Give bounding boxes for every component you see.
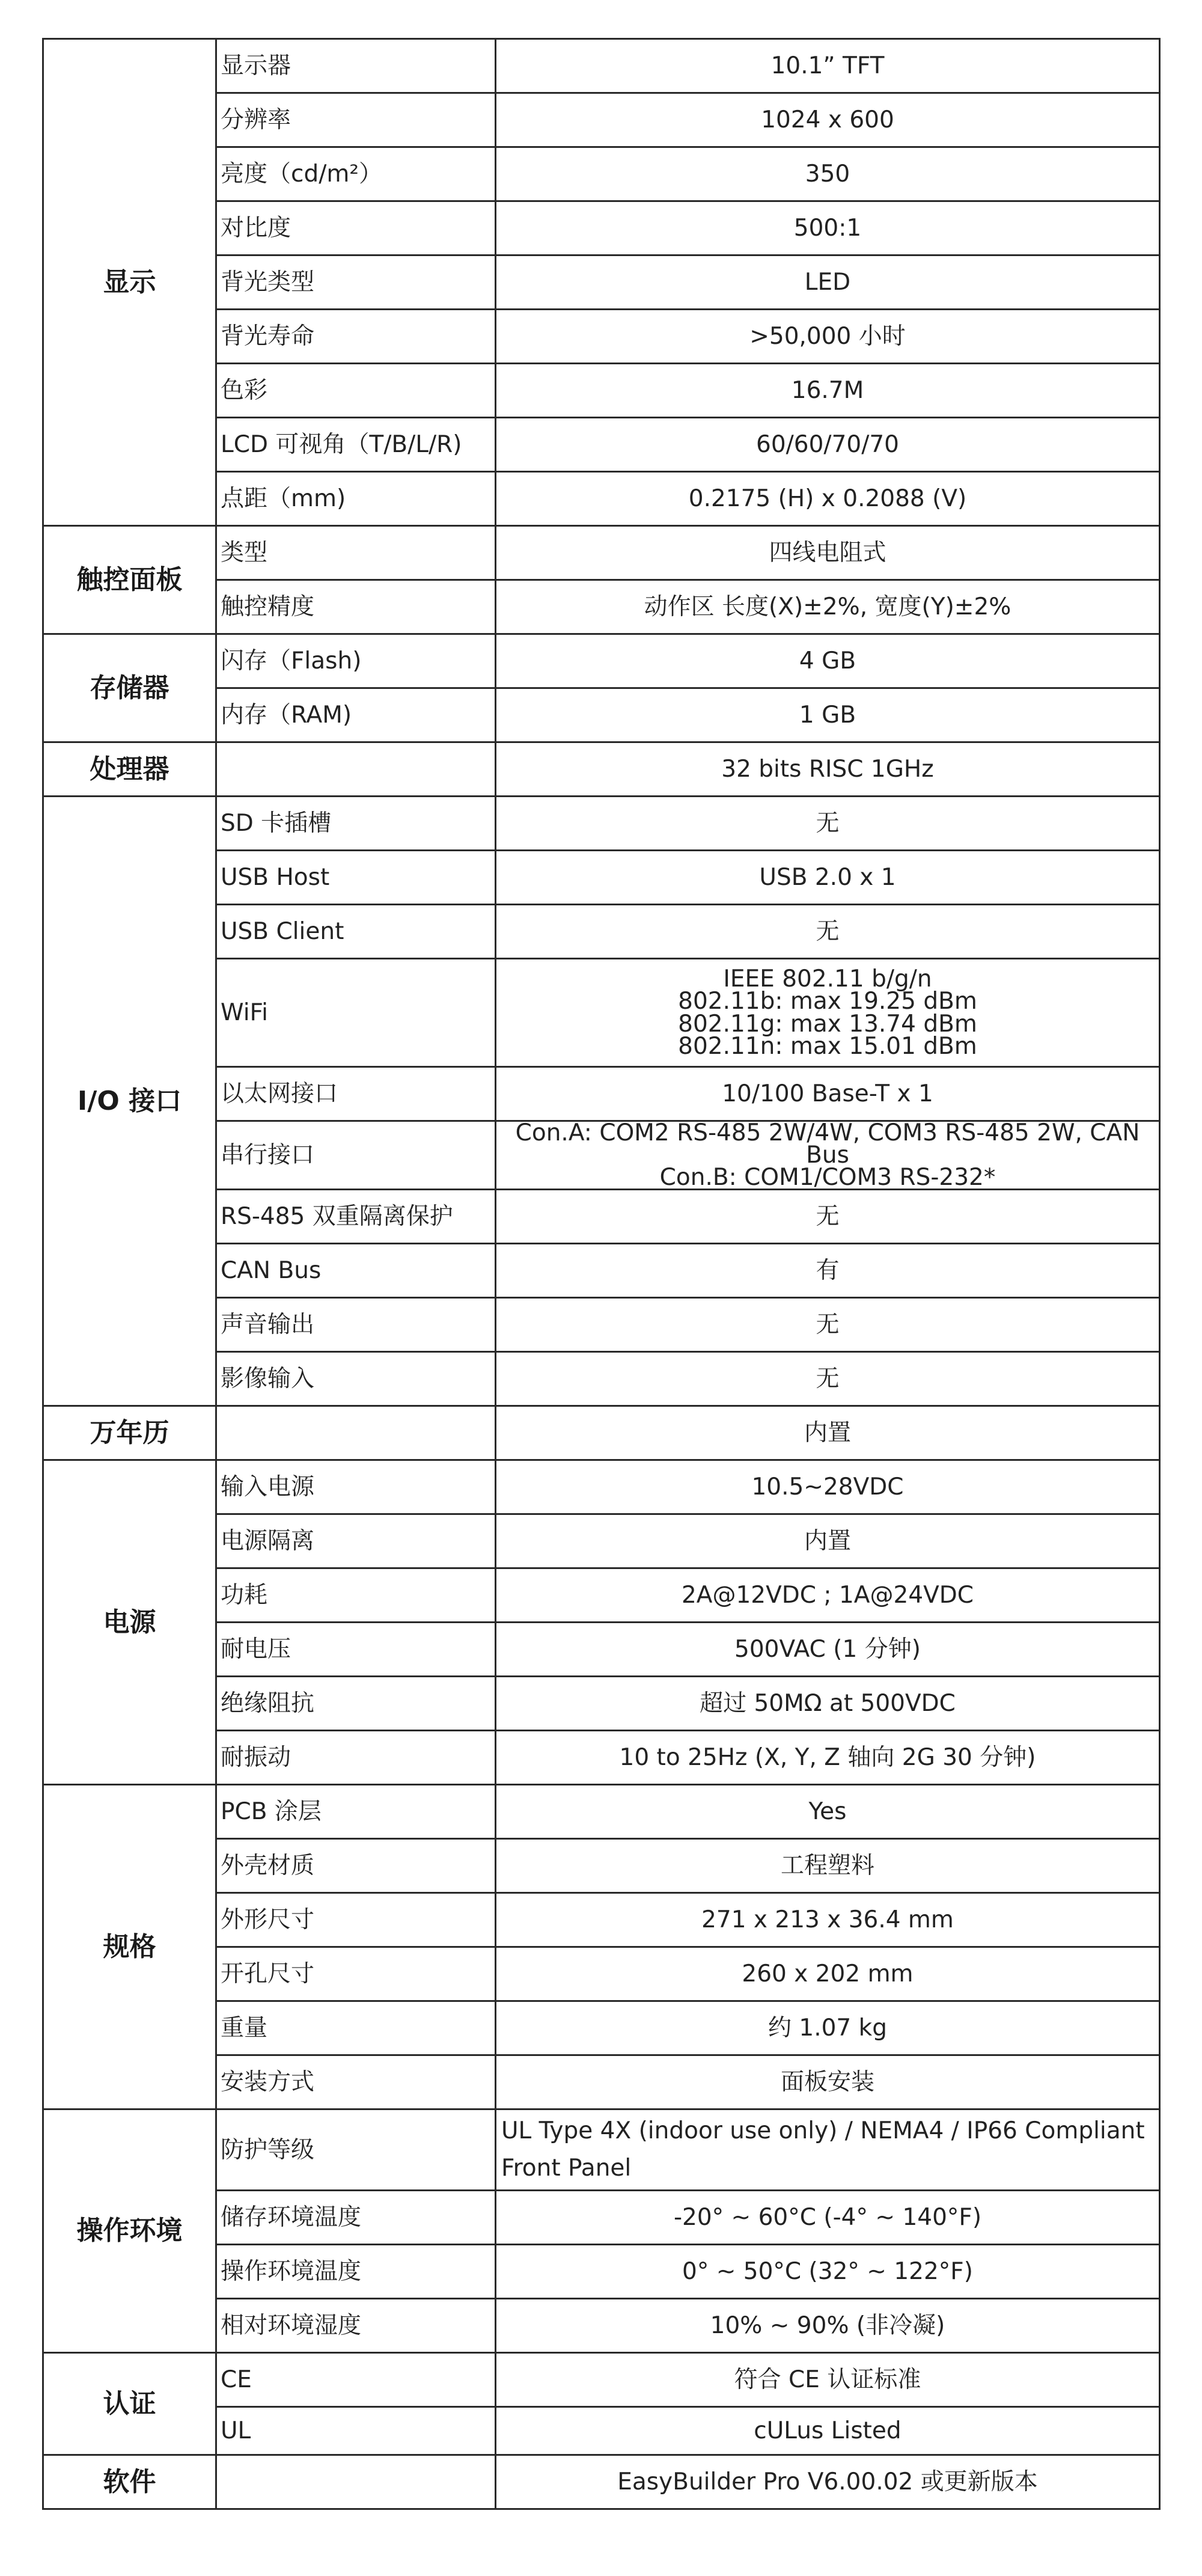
spec-value: 内置: [496, 1514, 1160, 1568]
section-category: 认证: [43, 2353, 216, 2455]
spec-value: 超过 50MΩ at 500VDC: [496, 1677, 1160, 1731]
spec-label: [216, 2455, 496, 2509]
spec-value-line: 802.11b: max 19.25 dBm: [678, 988, 977, 1015]
spec-value: 350: [496, 147, 1160, 201]
spec-label: 触控精度: [216, 580, 496, 634]
spec-label: 外壳材质: [216, 1839, 496, 1893]
spec-value: 500:1: [496, 201, 1160, 255]
spec-value: >50,000 小时: [496, 310, 1160, 364]
spec-row: [43, 797, 1160, 851]
spec-label: 对比度: [216, 201, 496, 255]
spec-label: CAN Bus: [216, 1244, 496, 1298]
spec-value: 10% ~ 90% (非冷凝): [496, 2299, 1160, 2353]
section-category: 万年历: [43, 1406, 216, 1460]
spec-value: 动作区 长度(X)±2%, 宽度(Y)±2%: [496, 580, 1160, 634]
spec-label: 功耗: [216, 1568, 496, 1623]
spec-label: USB Client: [216, 905, 496, 959]
spec-row: [43, 39, 1160, 93]
spec-label: 内存（RAM): [216, 688, 496, 742]
spec-value: 无: [496, 905, 1160, 959]
spec-value: 无: [496, 797, 1160, 851]
section-category: 显示: [43, 39, 216, 526]
spec-value: 有: [496, 1244, 1160, 1298]
spec-label: 输入电源: [216, 1460, 496, 1514]
spec-value: 无: [496, 1352, 1160, 1406]
spec-label: 串行接口: [216, 1121, 496, 1190]
spec-label: 电源隔离: [216, 1514, 496, 1568]
spec-value: [496, 1121, 1160, 1190]
spec-value: 工程塑料: [496, 1839, 1160, 1893]
spec-label: 影像输入: [216, 1352, 496, 1406]
spec-label: 操作环境温度: [216, 2245, 496, 2299]
spec-value: cULus Listed: [496, 2407, 1160, 2455]
spec-label: CE: [216, 2353, 496, 2407]
section-category: 存储器: [43, 634, 216, 742]
spec-label: SD 卡插槽: [216, 797, 496, 851]
spec-label: RS-485 双重隔离保护: [216, 1190, 496, 1244]
spec-label: 绝缘阻抗: [216, 1677, 496, 1731]
spec-label: 以太网接口: [216, 1067, 496, 1121]
spec-row: [43, 526, 1160, 580]
spec-label: 重量: [216, 2001, 496, 2055]
spec-value-line: Con.A: COM2 RS-485 2W/4W, COM3 RS-485 2W, CAN Bus: [515, 1121, 1140, 1169]
section-category: I/O 接口: [43, 797, 216, 1406]
spec-value: 1024 x 600: [496, 93, 1160, 147]
spec-value: 0° ~ 50°C (32° ~ 122°F): [496, 2245, 1160, 2299]
spec-label: 色彩: [216, 364, 496, 418]
spec-value: 500VAC (1 分钟): [496, 1623, 1160, 1677]
section-category: 规格: [43, 1785, 216, 2109]
spec-label: LCD 可视角（T/B/L/R): [216, 418, 496, 472]
spec-value: 面板安装: [496, 2055, 1160, 2109]
spec-value-line: 802.11g: max 13.74 dBm: [678, 1010, 977, 1038]
section-category: 操作环境: [43, 2109, 216, 2353]
spec-value-line: 802.11n: max 15.01 dBm: [678, 1032, 977, 1060]
spec-value: 2A@12VDC ; 1A@24VDC: [496, 1568, 1160, 1623]
spec-label: USB Host: [216, 851, 496, 905]
spec-row: [43, 742, 1160, 797]
spec-value: 内置: [496, 1406, 1160, 1460]
spec-value: [496, 959, 1160, 1067]
spec-label: 防护等级: [216, 2109, 496, 2191]
section-category: 软件: [43, 2455, 216, 2509]
spec-value: 1 GB: [496, 688, 1160, 742]
spec-value: 32 bits RISC 1GHz: [496, 742, 1160, 797]
spec-label: [216, 1406, 496, 1460]
spec-row: [43, 1785, 1160, 1839]
spec-label: 点距（mm): [216, 472, 496, 526]
spec-label: 相对环境湿度: [216, 2299, 496, 2353]
spec-label: 声音输出: [216, 1298, 496, 1352]
spec-value: 60/60/70/70: [496, 418, 1160, 472]
spec-label: 背光寿命: [216, 310, 496, 364]
spec-value: Yes: [496, 1785, 1160, 1839]
spec-label: WiFi: [216, 959, 496, 1067]
spec-row: [43, 1460, 1160, 1514]
spec-value: 10/100 Base-T x 1: [496, 1067, 1160, 1121]
spec-label: 闪存（Flash): [216, 634, 496, 688]
spec-value: EasyBuilder Pro V6.00.02 或更新版本: [496, 2455, 1160, 2509]
spec-row: [43, 2109, 1160, 2191]
spec-label: 类型: [216, 526, 496, 580]
spec-value-line: Con.B: COM1/COM3 RS-232*: [659, 1164, 996, 1190]
spec-value-line: UL Type 4X (indoor use only) / NEMA4 / IP66 Compliant: [501, 2117, 1145, 2144]
section-category: 处理器: [43, 742, 216, 797]
spec-label: 亮度（cd/m²）: [216, 147, 496, 201]
spec-value: 271 x 213 x 36.4 mm: [496, 1893, 1160, 1947]
spec-value: 260 x 202 mm: [496, 1947, 1160, 2001]
spec-table-body: [43, 39, 1160, 2509]
spec-value: LED: [496, 255, 1160, 310]
spec-value: -20° ~ 60°C (-4° ~ 140°F): [496, 2191, 1160, 2245]
spec-value: 10.1” TFT: [496, 39, 1160, 93]
spec-label: 背光类型: [216, 255, 496, 310]
spec-value: 10.5~28VDC: [496, 1460, 1160, 1514]
spec-label: 外形尺寸: [216, 1893, 496, 1947]
spec-value: 10 to 25Hz (X, Y, Z 轴向 2G 30 分钟): [496, 1731, 1160, 1785]
spec-label: 开孔尺寸: [216, 1947, 496, 2001]
spec-value: 无: [496, 1298, 1160, 1352]
spec-row: [43, 634, 1160, 688]
spec-value: [496, 2109, 1160, 2191]
spec-label: UL: [216, 2407, 496, 2455]
spec-table: [42, 38, 1161, 2510]
spec-label: 耐电压: [216, 1623, 496, 1677]
spec-value: 0.2175 (H) x 0.2088 (V): [496, 472, 1160, 526]
spec-value: 约 1.07 kg: [496, 2001, 1160, 2055]
spec-label: 安装方式: [216, 2055, 496, 2109]
spec-label: 显示器: [216, 39, 496, 93]
section-category: 电源: [43, 1460, 216, 1785]
spec-value: 符合 CE 认证标准: [496, 2353, 1160, 2407]
spec-label: PCB 涂层: [216, 1785, 496, 1839]
spec-value: 无: [496, 1190, 1160, 1244]
spec-value-line: IEEE 802.11 b/g/n: [723, 965, 932, 993]
spec-value: 4 GB: [496, 634, 1160, 688]
spec-value-line: Front Panel: [501, 2155, 632, 2182]
spec-row: [43, 2455, 1160, 2509]
spec-value: USB 2.0 x 1: [496, 851, 1160, 905]
spec-label: [216, 742, 496, 797]
spec-row: [43, 1406, 1160, 1460]
section-category: 触控面板: [43, 526, 216, 634]
spec-label: 储存环境温度: [216, 2191, 496, 2245]
spec-label: 分辨率: [216, 93, 496, 147]
spec-value: 16.7M: [496, 364, 1160, 418]
spec-row: [43, 2353, 1160, 2407]
spec-value: 四线电阻式: [496, 526, 1160, 580]
spec-label: 耐振动: [216, 1731, 496, 1785]
